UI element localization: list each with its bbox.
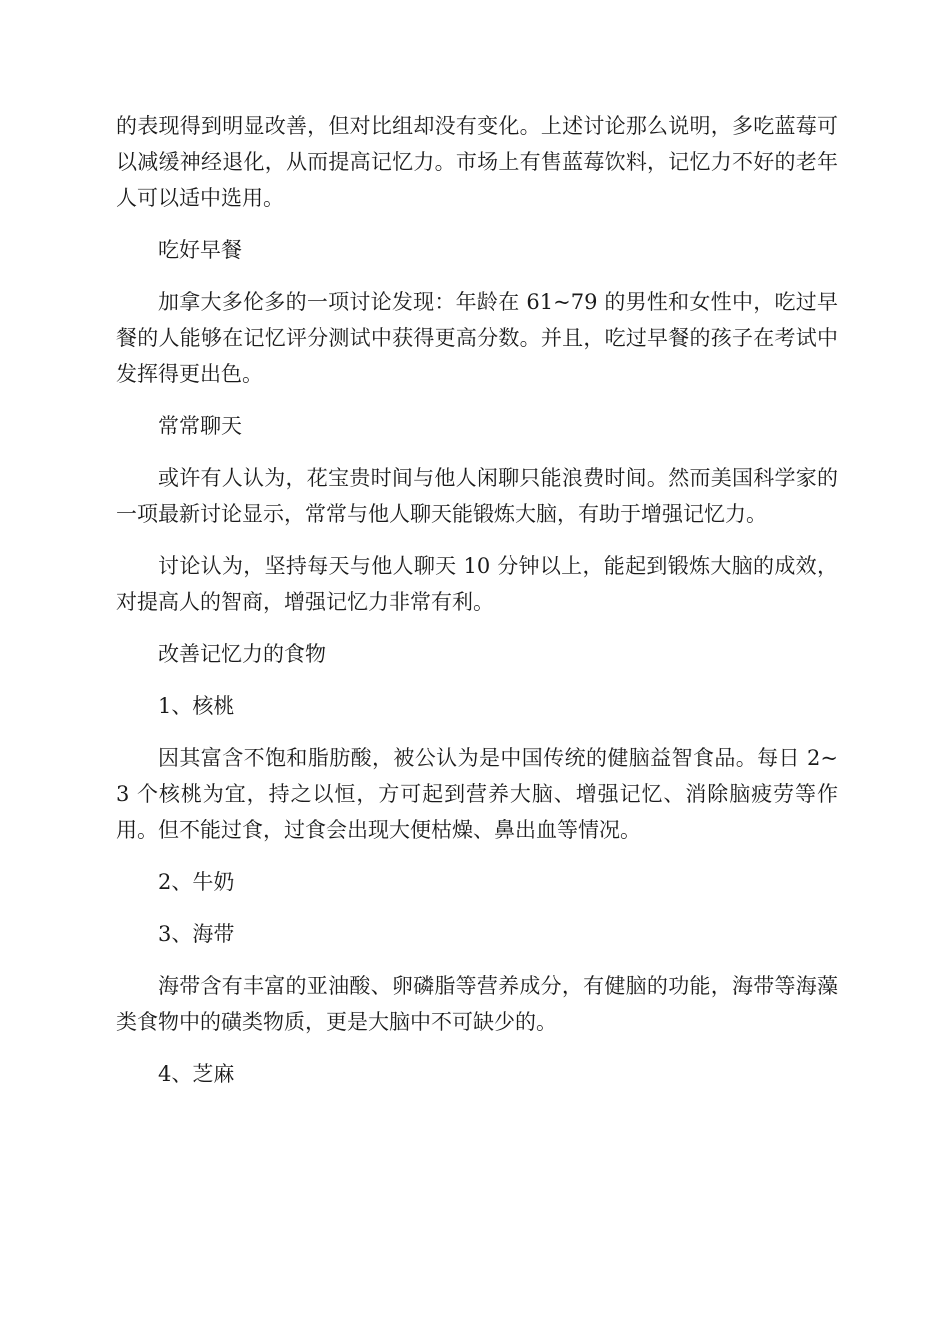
paragraph-chatting-conclusion: 讨论认为，坚持每天与他人聊天 10 分钟以上，能起到锻炼大脑的成效，对提高人的智商，增强记忆力非常有利。 bbox=[116, 554, 838, 614]
list-item-sesame: 4、芝麻 bbox=[158, 1062, 235, 1086]
paragraph-walnut: 因其富含不饱和脂肪酸，被公认为是中国传统的健脑益智食品。每日 2~3 个核桃为宜，持之以恒，方可起到营养大脑、增强记忆、消除脑疲劳等作用。但不能过食，过食会出现大便枯燥、鼻出血等情况。 bbox=[116, 746, 838, 842]
paragraph-breakfast-study: 加拿大多伦多的一项讨论发现：年龄在 61~79 的男性和女性中，吃过早餐的人能够在记忆评分测试中获得更高分数。并且，吃过早餐的孩子在考试中发挥得更出色。 bbox=[116, 290, 838, 386]
section-heading-memory-foods: 改善记忆力的食物 bbox=[158, 642, 326, 666]
section-heading-chatting: 常常聊天 bbox=[158, 414, 242, 438]
list-item-walnut: 1、核桃 bbox=[158, 694, 235, 718]
list-item-kelp: 3、海带 bbox=[158, 922, 235, 946]
document-body bbox=[116, 108, 838, 1108]
list-item-milk: 2、牛奶 bbox=[158, 870, 235, 894]
paragraph-chatting-study: 或许有人认为，花宝贵时间与他人闲聊只能浪费时间。然而美国科学家的一项最新讨论显示，常常与他人聊天能锻炼大脑，有助于增强记忆力。 bbox=[116, 466, 838, 526]
paragraph-kelp: 海带含有丰富的亚油酸、卵磷脂等营养成分，有健脑的功能，海带等海藻类食物中的磺类物质，更是大脑中不可缺少的。 bbox=[116, 974, 838, 1034]
paragraph-blueberry-conclusion: 的表现得到明显改善，但对比组却没有变化。上述讨论那么说明，多吃蓝莓可以减缓神经退化，从而提高记忆力。市场上有售蓝莓饮料，记忆力不好的老年人可以适中选用。 bbox=[116, 114, 838, 210]
section-heading-breakfast: 吃好早餐 bbox=[158, 238, 242, 262]
